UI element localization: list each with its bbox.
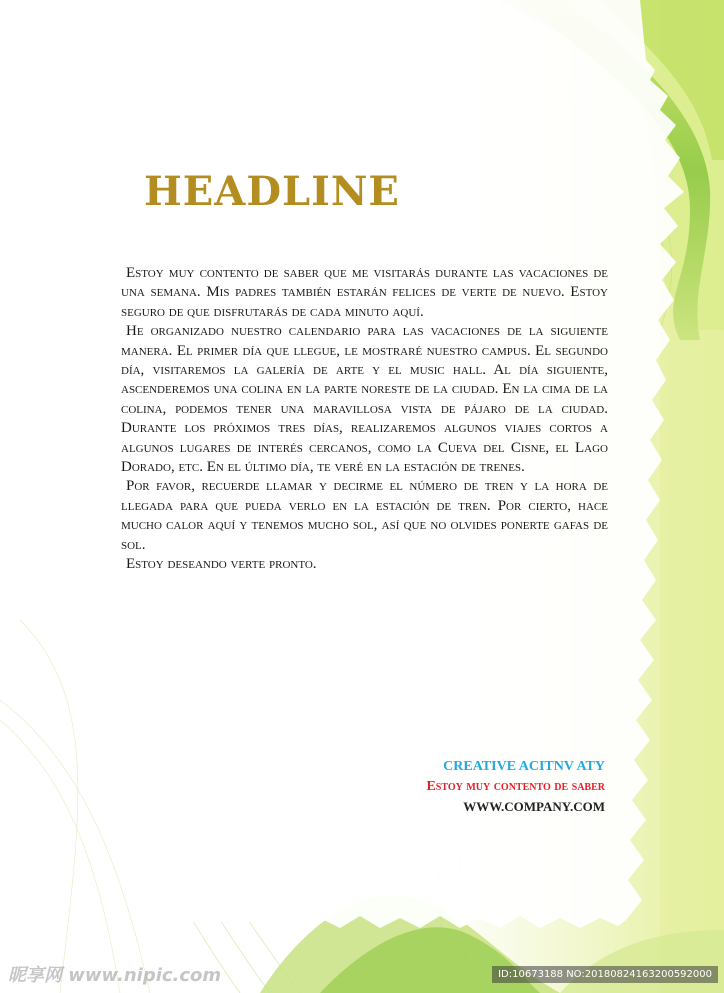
letter-body: [121, 264, 608, 575]
watermark-id: ID:10673188 NO:20180824163200592000: [492, 966, 718, 983]
paragraph-1: Estoy muy contento de saber que me visitarás durante las vacaciones de una semana. Mis padres también estarán felices de verte de nuevo. Estoy seguro de que disfrutarás de cada minuto aquí.: [121, 265, 608, 320]
paragraph-2: He organizado nuestro calendario para las vacaciones de la siguiente manera. El primer día que llegue, le mostraré nuestro campus. El segundo día, visitaremos la galería de arte y el music hall. Al día siguiente, ascenderemos una colina en la parte noreste de la ciudad. En la cima de la colina, podemos tener una maravillosa vista de pájaro de la ciudad. Durante los próximos tres días, realizaremos algunos viajes cortos a algunos lugares de interés cercanos, como la Cueva del Cisne, el Lago Dorado, etc. En el último día, te veré en la estación de trenes.: [121, 323, 608, 476]
footer-subtitle: Estoy muy contento de saber: [426, 779, 605, 794]
paragraph-3: Por favor, recuerde llamar y decirme el número de tren y la hora de llegada para que pueda verlo en la estación de tren. Por cierto, hace mucho calor aquí y tenemos mucho sol, así que no olvides ponerte gafas de sol.: [121, 478, 608, 553]
footer-tagline: CREATIVE ACITNV ATY: [443, 759, 605, 774]
footer-block: [426, 757, 605, 817]
headline: HEADLINE: [144, 168, 400, 215]
watermark-logo: 昵享网 www.nipic.com: [8, 965, 222, 986]
footer-website: WWW.COMPANY.COM: [463, 799, 605, 814]
paragraph-4: Estoy deseando verte pronto.: [126, 556, 317, 573]
